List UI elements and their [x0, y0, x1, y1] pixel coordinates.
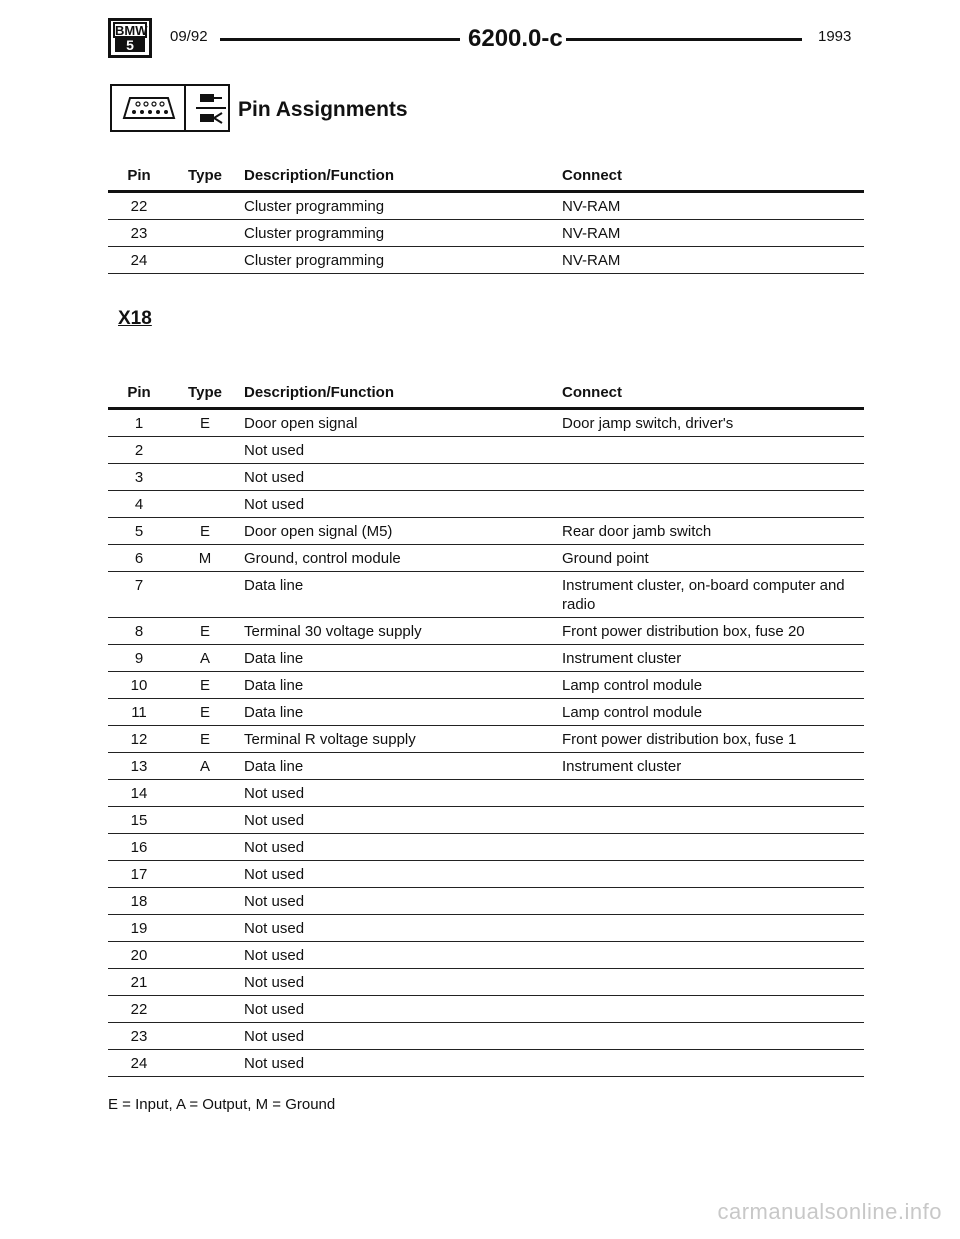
cell-description: Not used	[240, 807, 558, 834]
cell-type: A	[170, 645, 240, 672]
cell-description: Not used	[240, 780, 558, 807]
cell-description: Cluster programming	[240, 220, 558, 247]
table-header-row	[108, 377, 864, 409]
cell-type	[170, 1023, 240, 1050]
cell-pin: 12	[108, 726, 170, 753]
column-header-connect: Connect	[558, 377, 864, 409]
cell-description: Not used	[240, 1023, 558, 1050]
cell-pin: 5	[108, 518, 170, 545]
cell-connect: Instrument cluster	[558, 645, 864, 672]
table-row	[108, 699, 864, 726]
cell-description: Not used	[240, 915, 558, 942]
cell-type	[170, 780, 240, 807]
cell-description: Not used	[240, 942, 558, 969]
column-header-pin: Pin	[108, 377, 170, 409]
column-header-description: Description/Function	[240, 377, 558, 409]
cell-connect	[558, 437, 864, 464]
table-row	[108, 545, 864, 572]
cell-pin: 24	[108, 247, 170, 274]
cell-description: Data line	[240, 753, 558, 780]
cell-pin: 9	[108, 645, 170, 672]
table-row	[108, 220, 864, 247]
cell-description: Cluster programming	[240, 192, 558, 220]
cell-type: E	[170, 672, 240, 699]
cell-description: Ground, control module	[240, 545, 558, 572]
cell-type: E	[170, 409, 240, 437]
cell-type	[170, 247, 240, 274]
cell-description: Terminal 30 voltage supply	[240, 618, 558, 645]
table-body	[108, 409, 864, 1077]
table-row	[108, 861, 864, 888]
cell-type: E	[170, 699, 240, 726]
table-header-row	[108, 160, 864, 192]
cell-pin: 14	[108, 780, 170, 807]
column-header-type: Type	[170, 160, 240, 192]
table-row	[108, 807, 864, 834]
series-number: 5	[115, 38, 145, 52]
cell-description: Not used	[240, 464, 558, 491]
bmw-logo-text: BMW	[115, 23, 148, 38]
cell-connect: Door jamp switch, driver's	[558, 409, 864, 437]
cell-description: Not used	[240, 888, 558, 915]
cell-description: Not used	[240, 437, 558, 464]
table-body	[108, 192, 864, 274]
cell-description: Not used	[240, 996, 558, 1023]
cell-pin: 2	[108, 437, 170, 464]
cell-connect	[558, 807, 864, 834]
header-rule-right	[566, 38, 802, 41]
header-rule-left	[220, 38, 460, 41]
cell-pin: 7	[108, 572, 170, 618]
cell-description: Door open signal	[240, 409, 558, 437]
cell-pin: 15	[108, 807, 170, 834]
cell-connect: NV-RAM	[558, 247, 864, 274]
cell-pin: 11	[108, 699, 170, 726]
cell-description: Not used	[240, 491, 558, 518]
cell-description: Not used	[240, 834, 558, 861]
cell-pin: 6	[108, 545, 170, 572]
table-row	[108, 672, 864, 699]
cell-pin: 23	[108, 1023, 170, 1050]
header-date: 09/92	[170, 28, 208, 45]
table-row	[108, 572, 864, 618]
cell-pin: 18	[108, 888, 170, 915]
cell-connect	[558, 464, 864, 491]
table-row	[108, 409, 864, 437]
cell-type	[170, 834, 240, 861]
column-header-connect: Connect	[558, 160, 864, 192]
cell-connect: Instrument cluster	[558, 753, 864, 780]
table-row	[108, 753, 864, 780]
cell-description: Not used	[240, 969, 558, 996]
cell-pin: 8	[108, 618, 170, 645]
cell-description: Not used	[240, 861, 558, 888]
table-row	[108, 969, 864, 996]
table-row	[108, 192, 864, 220]
cell-description: Door open signal (M5)	[240, 518, 558, 545]
column-header-type: Type	[170, 377, 240, 409]
cell-connect	[558, 996, 864, 1023]
cell-pin: 3	[108, 464, 170, 491]
pin-table-x18	[108, 377, 864, 1077]
watermark: carmanualsonline.info	[717, 1199, 942, 1224]
cell-type	[170, 192, 240, 220]
cell-connect: Front power distribution box, fuse 1	[558, 726, 864, 753]
cell-connect: Rear door jamb switch	[558, 518, 864, 545]
cell-pin: 22	[108, 192, 170, 220]
table-row	[108, 996, 864, 1023]
cell-pin: 20	[108, 942, 170, 969]
cell-type	[170, 437, 240, 464]
cell-pin: 24	[108, 1050, 170, 1077]
cell-type: M	[170, 545, 240, 572]
table-row	[108, 1050, 864, 1077]
cell-type	[170, 996, 240, 1023]
cell-type: E	[170, 618, 240, 645]
cell-pin: 1	[108, 409, 170, 437]
table-row	[108, 518, 864, 545]
table-row	[108, 915, 864, 942]
pin-contact-icon	[196, 90, 226, 128]
cell-description: Cluster programming	[240, 247, 558, 274]
cell-connect	[558, 780, 864, 807]
cell-type: A	[170, 753, 240, 780]
cell-connect	[558, 834, 864, 861]
cell-pin: 13	[108, 753, 170, 780]
cell-description: Data line	[240, 672, 558, 699]
cell-pin: 23	[108, 220, 170, 247]
cell-connect	[558, 861, 864, 888]
cell-type	[170, 942, 240, 969]
cell-description: Terminal R voltage supply	[240, 726, 558, 753]
cell-connect: NV-RAM	[558, 192, 864, 220]
connector-icon	[110, 84, 230, 132]
table-row	[108, 780, 864, 807]
cell-connect: Ground point	[558, 545, 864, 572]
cell-pin: 22	[108, 996, 170, 1023]
cell-connect	[558, 915, 864, 942]
cell-connect	[558, 1023, 864, 1050]
cell-pin: 10	[108, 672, 170, 699]
cell-description: Data line	[240, 699, 558, 726]
cell-type	[170, 888, 240, 915]
table-row	[108, 464, 864, 491]
cell-type: E	[170, 726, 240, 753]
cell-pin: 19	[108, 915, 170, 942]
table-row	[108, 1023, 864, 1050]
cell-type	[170, 807, 240, 834]
type-legend: E = Input, A = Output, M = Ground	[108, 1096, 336, 1113]
pin-table-top	[108, 160, 864, 274]
cell-connect	[558, 1050, 864, 1077]
section-heading	[110, 84, 530, 134]
cell-pin: 17	[108, 861, 170, 888]
cell-connect: Lamp control module	[558, 672, 864, 699]
cell-connect: Lamp control module	[558, 699, 864, 726]
cell-connect	[558, 491, 864, 518]
cell-type	[170, 572, 240, 618]
cell-description: Not used	[240, 1050, 558, 1077]
cell-connect	[558, 942, 864, 969]
table-row	[108, 726, 864, 753]
connector-label: X18	[118, 308, 152, 329]
cell-type: E	[170, 518, 240, 545]
cell-type	[170, 861, 240, 888]
column-header-description: Description/Function	[240, 160, 558, 192]
cell-type	[170, 220, 240, 247]
table-row	[108, 247, 864, 274]
cell-connect	[558, 888, 864, 915]
header-year: 1993	[818, 28, 852, 45]
cell-connect: Front power distribution box, fuse 20	[558, 618, 864, 645]
table-row	[108, 645, 864, 672]
table-row	[108, 491, 864, 518]
table-row	[108, 834, 864, 861]
table-row	[108, 942, 864, 969]
bmw-logo	[108, 18, 152, 58]
table-row	[108, 437, 864, 464]
connector-plug-icon	[122, 94, 176, 124]
cell-type	[170, 464, 240, 491]
cell-connect: Instrument cluster, on-board computer and radio	[558, 572, 864, 618]
cell-connect	[558, 969, 864, 996]
table-row	[108, 618, 864, 645]
section-title: Pin Assignments	[238, 98, 408, 121]
cell-connect: NV-RAM	[558, 220, 864, 247]
cell-pin: 16	[108, 834, 170, 861]
cell-type	[170, 969, 240, 996]
cell-description: Data line	[240, 645, 558, 672]
cell-type	[170, 915, 240, 942]
cell-type	[170, 491, 240, 518]
document-number: 6200.0-c	[468, 25, 563, 52]
table-row	[108, 888, 864, 915]
cell-description: Data line	[240, 572, 558, 618]
page-header	[108, 18, 860, 62]
cell-pin: 4	[108, 491, 170, 518]
column-header-pin: Pin	[108, 160, 170, 192]
cell-pin: 21	[108, 969, 170, 996]
cell-type	[170, 1050, 240, 1077]
